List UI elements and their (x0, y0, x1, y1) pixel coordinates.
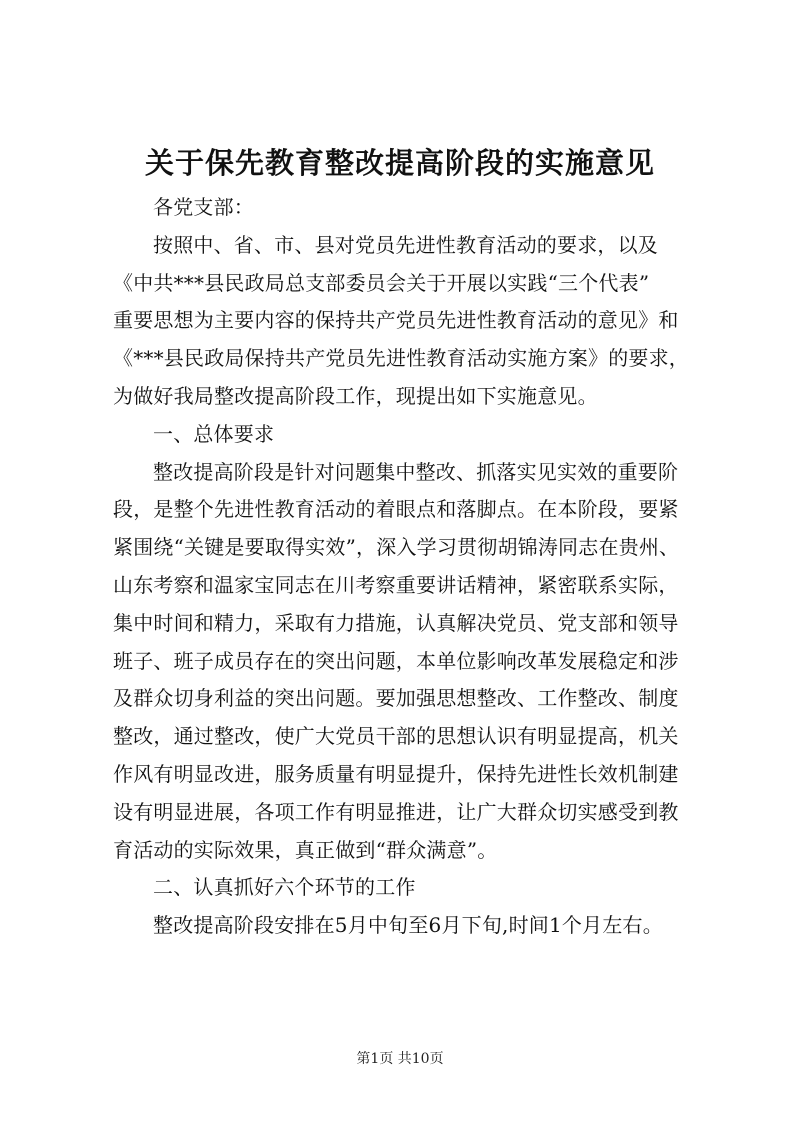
paragraph-line: 重要思想为主要内容的保持共产党员先进性教育活动的意见》和 (113, 308, 679, 333)
paragraph-line: 设有明显进展，各项工作有明显推进，让广大群众切实感受到教 (113, 799, 679, 824)
paragraph-line: 紧围绕“关键是要取得实效”，深入学习贯彻胡锦涛同志在贵州、 (113, 535, 680, 560)
paragraph-line: 集中时间和精力，采取有力措施，认真解决党员、党支部和领导 (113, 610, 679, 635)
salutation: 各党支部： (153, 195, 254, 219)
paragraph-line: 为做好我局整改提高阶段工作，现提出如下实施意见。 (113, 383, 598, 408)
section-heading: 二、认真抓好六个环节的工作 (153, 875, 416, 900)
paragraph-line: 班子、班子成员存在的突出问题，本单位影响改革发展稳定和涉 (113, 648, 679, 673)
paragraph-line: 按照中、省、市、县对党员先进性教育活动的要求，以及 (153, 232, 658, 257)
paragraph-line: 育活动的实际效果，真正做到“群众满意”。 (113, 837, 498, 862)
paragraph-line: 整改，通过整改，使广大党员干部的思想认识有明显提高，机关 (113, 724, 679, 749)
section-heading: 一、总体要求 (153, 421, 275, 446)
document-title: 关于保先教育整改提高阶段的实施意见 (144, 146, 655, 180)
paragraph-line: 《***县民政局保持共产党员先进性教育活动实施方案》的要求， (113, 346, 689, 371)
paragraph-line: 《中共***县民政局总支部委员会关于开展以实践“三个代表” (113, 270, 650, 295)
paragraph-line: 及群众切身利益的突出问题。要加强思想整改、工作整改、制度 (113, 686, 679, 711)
document-body (113, 189, 713, 945)
paragraph-line: 山东考察和温家宝同志在川考察重要讲话精神，紧密联系实际， (113, 572, 679, 597)
paragraph-line: 段，是整个先进性教育活动的着眼点和落脚点。在本阶段，要紧 (113, 497, 679, 522)
paragraph-line: 整改提高阶段安排在5月中旬至6月下旬,时间1个月左右。 (153, 913, 663, 938)
paragraph-line: 整改提高阶段是针对问题集中整改、抓落实见实效的重要阶 (153, 459, 679, 484)
paragraph-line: 作风有明显改进，服务质量有明显提升，保持先进性长效机制建 (113, 761, 679, 786)
page-number: 第1页 共10页 (356, 1051, 444, 1067)
